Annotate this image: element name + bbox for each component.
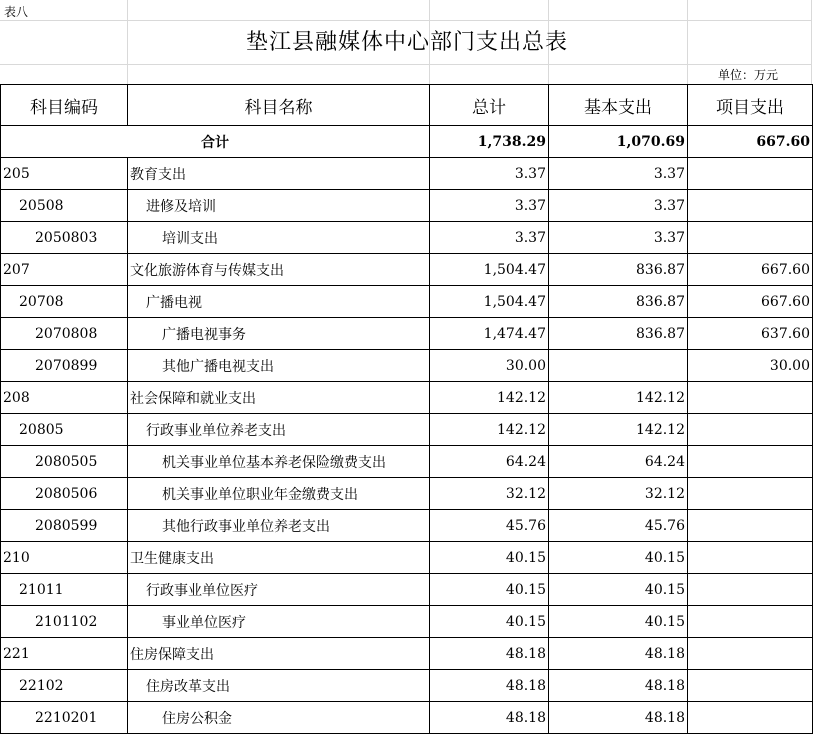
row-basic: 3.37	[549, 158, 688, 190]
row-basic: 48.18	[549, 638, 688, 670]
row-name: 机关事业单位基本养老保险缴费支出	[128, 446, 430, 478]
row-project	[688, 446, 813, 478]
gridline	[0, 20, 812, 21]
row-project	[688, 574, 813, 606]
page-title: 垫江县融媒体中心部门支出总表	[245, 30, 568, 55]
row-name: 文化旅游体育与传媒支出	[128, 254, 430, 286]
row-project	[688, 542, 813, 574]
row-code: 2080506	[1, 478, 128, 510]
row-project: 667.60	[688, 286, 813, 318]
row-project	[688, 702, 813, 734]
row-project	[688, 606, 813, 638]
row-code: 2070808	[1, 318, 128, 350]
row-name: 住房改革支出	[128, 670, 430, 702]
row-total: 64.24	[430, 446, 549, 478]
row-name: 事业单位医疗	[128, 606, 430, 638]
row-basic: 40.15	[549, 542, 688, 574]
row-code: 2210201	[1, 702, 128, 734]
unit-label: 单位：万元	[717, 68, 778, 82]
col-header-project: 项目支出	[688, 85, 813, 126]
row-basic: 64.24	[549, 446, 688, 478]
row-project: 637.60	[688, 318, 813, 350]
row-code: 205	[1, 158, 128, 190]
table-row	[1, 638, 813, 670]
row-basic: 48.18	[549, 670, 688, 702]
expenditure-table	[0, 84, 813, 734]
table-row	[1, 414, 813, 446]
row-name: 其他广播电视支出	[128, 350, 430, 382]
table-row	[1, 254, 813, 286]
table-row	[1, 350, 813, 382]
table-row	[1, 222, 813, 254]
col-header-name: 科目名称	[128, 85, 430, 126]
header-row	[1, 85, 813, 126]
table-row	[1, 542, 813, 574]
row-total: 1,504.47	[430, 254, 549, 286]
table-row	[1, 478, 813, 510]
row-basic: 48.18	[549, 702, 688, 734]
row-total: 3.37	[430, 158, 549, 190]
row-project	[688, 222, 813, 254]
row-code: 21011	[1, 574, 128, 606]
row-total: 1,474.47	[430, 318, 549, 350]
row-basic: 3.37	[549, 190, 688, 222]
row-basic: 40.15	[549, 606, 688, 638]
row-project	[688, 190, 813, 222]
row-code: 2101102	[1, 606, 128, 638]
row-basic: 40.15	[549, 574, 688, 606]
row-name: 住房保障支出	[128, 638, 430, 670]
table-row	[1, 190, 813, 222]
row-code: 2080599	[1, 510, 128, 542]
row-code: 20508	[1, 190, 128, 222]
row-basic: 836.87	[549, 318, 688, 350]
table-row	[1, 510, 813, 542]
row-code: 2050803	[1, 222, 128, 254]
row-project: 30.00	[688, 350, 813, 382]
row-code: 221	[1, 638, 128, 670]
total-row	[1, 126, 813, 158]
row-total: 40.15	[430, 574, 549, 606]
row-basic: 836.87	[549, 254, 688, 286]
row-basic: 45.76	[549, 510, 688, 542]
row-name: 行政事业单位医疗	[128, 574, 430, 606]
total-basic: 1,070.69	[549, 126, 688, 158]
row-name: 行政事业单位养老支出	[128, 414, 430, 446]
row-name: 进修及培训	[128, 190, 430, 222]
row-name: 社会保障和就业支出	[128, 382, 430, 414]
row-total: 142.12	[430, 414, 549, 446]
row-basic: 32.12	[549, 478, 688, 510]
row-project: 667.60	[688, 254, 813, 286]
row-project	[688, 638, 813, 670]
gridline	[0, 64, 812, 65]
row-code: 20805	[1, 414, 128, 446]
table-row	[1, 286, 813, 318]
row-basic: 142.12	[549, 382, 688, 414]
table-row	[1, 702, 813, 734]
total-project: 667.60	[688, 126, 813, 158]
row-name: 培训支出	[128, 222, 430, 254]
table-row	[1, 158, 813, 190]
row-total: 3.37	[430, 190, 549, 222]
table-row	[1, 318, 813, 350]
row-total: 48.18	[430, 638, 549, 670]
row-code: 210	[1, 542, 128, 574]
row-total: 32.12	[430, 478, 549, 510]
row-total: 40.15	[430, 542, 549, 574]
row-project	[688, 158, 813, 190]
row-name: 广播电视	[128, 286, 430, 318]
row-total: 142.12	[430, 382, 549, 414]
row-code: 2070899	[1, 350, 128, 382]
row-basic: 142.12	[549, 414, 688, 446]
row-code: 2080505	[1, 446, 128, 478]
table-row	[1, 382, 813, 414]
row-project	[688, 478, 813, 510]
row-total: 30.00	[430, 350, 549, 382]
table-row	[1, 606, 813, 638]
table-row	[1, 446, 813, 478]
row-total: 40.15	[430, 606, 549, 638]
row-total: 1,504.47	[430, 286, 549, 318]
row-total: 48.18	[430, 670, 549, 702]
row-code: 22102	[1, 670, 128, 702]
sheet-label: 表八	[4, 5, 29, 19]
row-total: 45.76	[430, 510, 549, 542]
row-name: 教育支出	[128, 158, 430, 190]
row-project	[688, 510, 813, 542]
row-name: 其他行政事业单位养老支出	[128, 510, 430, 542]
row-project	[688, 670, 813, 702]
col-header-code: 科目编码	[1, 85, 128, 126]
row-total: 3.37	[430, 222, 549, 254]
total-label: 合计	[1, 126, 430, 158]
row-basic: 3.37	[549, 222, 688, 254]
row-project	[688, 382, 813, 414]
col-header-total: 总计	[430, 85, 549, 126]
row-code: 207	[1, 254, 128, 286]
row-name: 机关事业单位职业年金缴费支出	[128, 478, 430, 510]
total-total: 1,738.29	[430, 126, 549, 158]
table-row	[1, 670, 813, 702]
col-header-basic: 基本支出	[549, 85, 688, 126]
row-name: 住房公积金	[128, 702, 430, 734]
row-basic: 836.87	[549, 286, 688, 318]
row-code: 20708	[1, 286, 128, 318]
table-row	[1, 574, 813, 606]
row-total: 48.18	[430, 702, 549, 734]
row-project	[688, 414, 813, 446]
row-code: 208	[1, 382, 128, 414]
row-name: 卫生健康支出	[128, 542, 430, 574]
row-basic	[549, 350, 688, 382]
row-name: 广播电视事务	[128, 318, 430, 350]
